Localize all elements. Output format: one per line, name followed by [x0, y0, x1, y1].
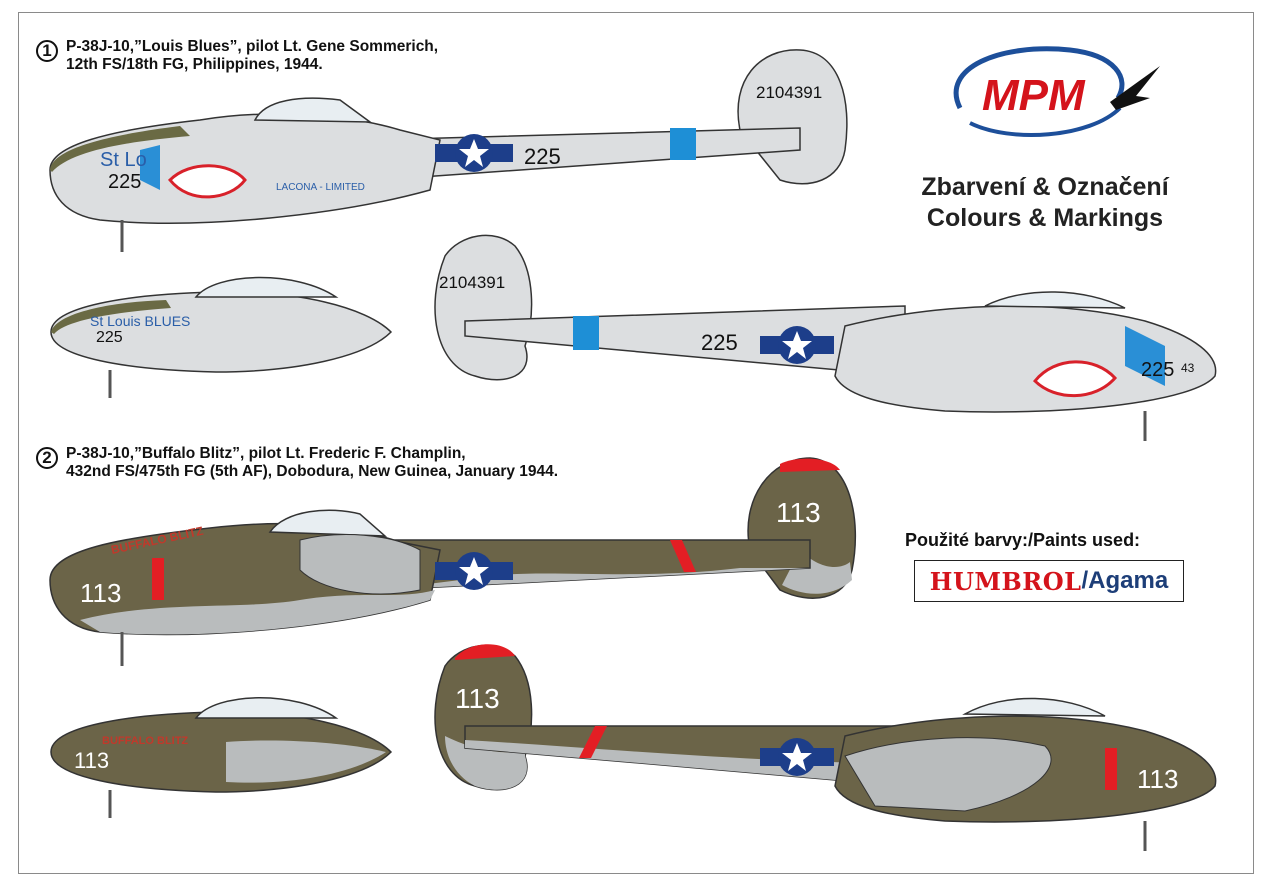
serial-1: 2104391: [756, 83, 823, 102]
boom-number-1: 225: [524, 144, 561, 169]
fin-tip-2: [780, 459, 840, 472]
nose-number-2: 113: [80, 578, 122, 608]
pod-canopy-2: [196, 698, 336, 718]
caption-1-line-2: 12th FS/18th FG, Philippines, 1944.: [66, 56, 323, 73]
aircraft-2-right-side-view: [425, 636, 1225, 856]
serial-1-right: 2104391: [439, 273, 506, 292]
canopy-2-right: [965, 698, 1105, 716]
humbrol-brand: HUMBROL: [929, 566, 1082, 596]
paints-box: [914, 560, 1184, 602]
mpm-logo: [940, 38, 1170, 148]
logo-text: MPM: [982, 71, 1085, 120]
nose-art-2: BUFFALO BLITZ: [109, 523, 205, 557]
aircraft-1-right-side-view: [425, 226, 1225, 446]
fin-1: [738, 50, 847, 184]
nose-number-1-right: 225: [1141, 359, 1175, 381]
nose-stripe-2: [152, 558, 164, 600]
paints-used-label: Použité barvy:/Paints used:: [905, 530, 1141, 550]
caption-2-line-2: 432nd FS/475th FG (5th AF), Dobodura, New Guinea, January 1944.: [66, 463, 559, 480]
canopy-1: [255, 98, 370, 122]
title-english: Colours & Markings: [926, 204, 1164, 232]
nose-art-1: St Lo: [100, 149, 147, 171]
number-circle-2: 2: [36, 447, 58, 469]
boom-band-1: [670, 128, 696, 160]
agama-brand: Agama: [1088, 567, 1169, 594]
aircraft-2-nose-view: [46, 682, 406, 822]
nose-number-1: 225: [108, 171, 142, 193]
caption-2-line-1: P-38J-10,”Buffalo Blitz”, pilot Lt. Frederic F. Champlin,: [66, 445, 466, 462]
pod-canopy-1: [196, 277, 336, 297]
page-titles: [880, 172, 1210, 234]
pod-nose-art-1: St Louis BLUES: [90, 313, 191, 329]
fin-number-2: 113: [776, 497, 821, 528]
caption-1-line-1: P-38J-10,”Louis Blues”, pilot Lt. Gene Sommerich,: [66, 38, 439, 55]
nose-stripe-2-right: [1105, 748, 1117, 790]
number-circle-1: 1: [36, 40, 58, 62]
aircraft-1-nose-view: [46, 262, 406, 402]
small-number-1: 43: [1181, 361, 1195, 375]
paint-separator: /: [1081, 567, 1089, 594]
pod-nose-art-2: BUFFALO BLITZ: [102, 735, 189, 747]
canopy-2: [270, 510, 385, 536]
boom-band-1-right: [573, 316, 599, 350]
pod-number-2: 113: [74, 748, 110, 773]
nose-number-2-right: 113: [1137, 764, 1179, 794]
title-czech: Zbarvení & Označení: [921, 173, 1169, 201]
fin-1-right: [435, 235, 532, 379]
boom-number-1-right: 225: [701, 330, 738, 355]
inscription-1: LACONA - LIMITED: [276, 182, 365, 193]
canopy-1-right: [985, 292, 1125, 308]
fin-number-2-right: 113: [455, 683, 500, 714]
pod-number-1: 225: [96, 329, 123, 346]
